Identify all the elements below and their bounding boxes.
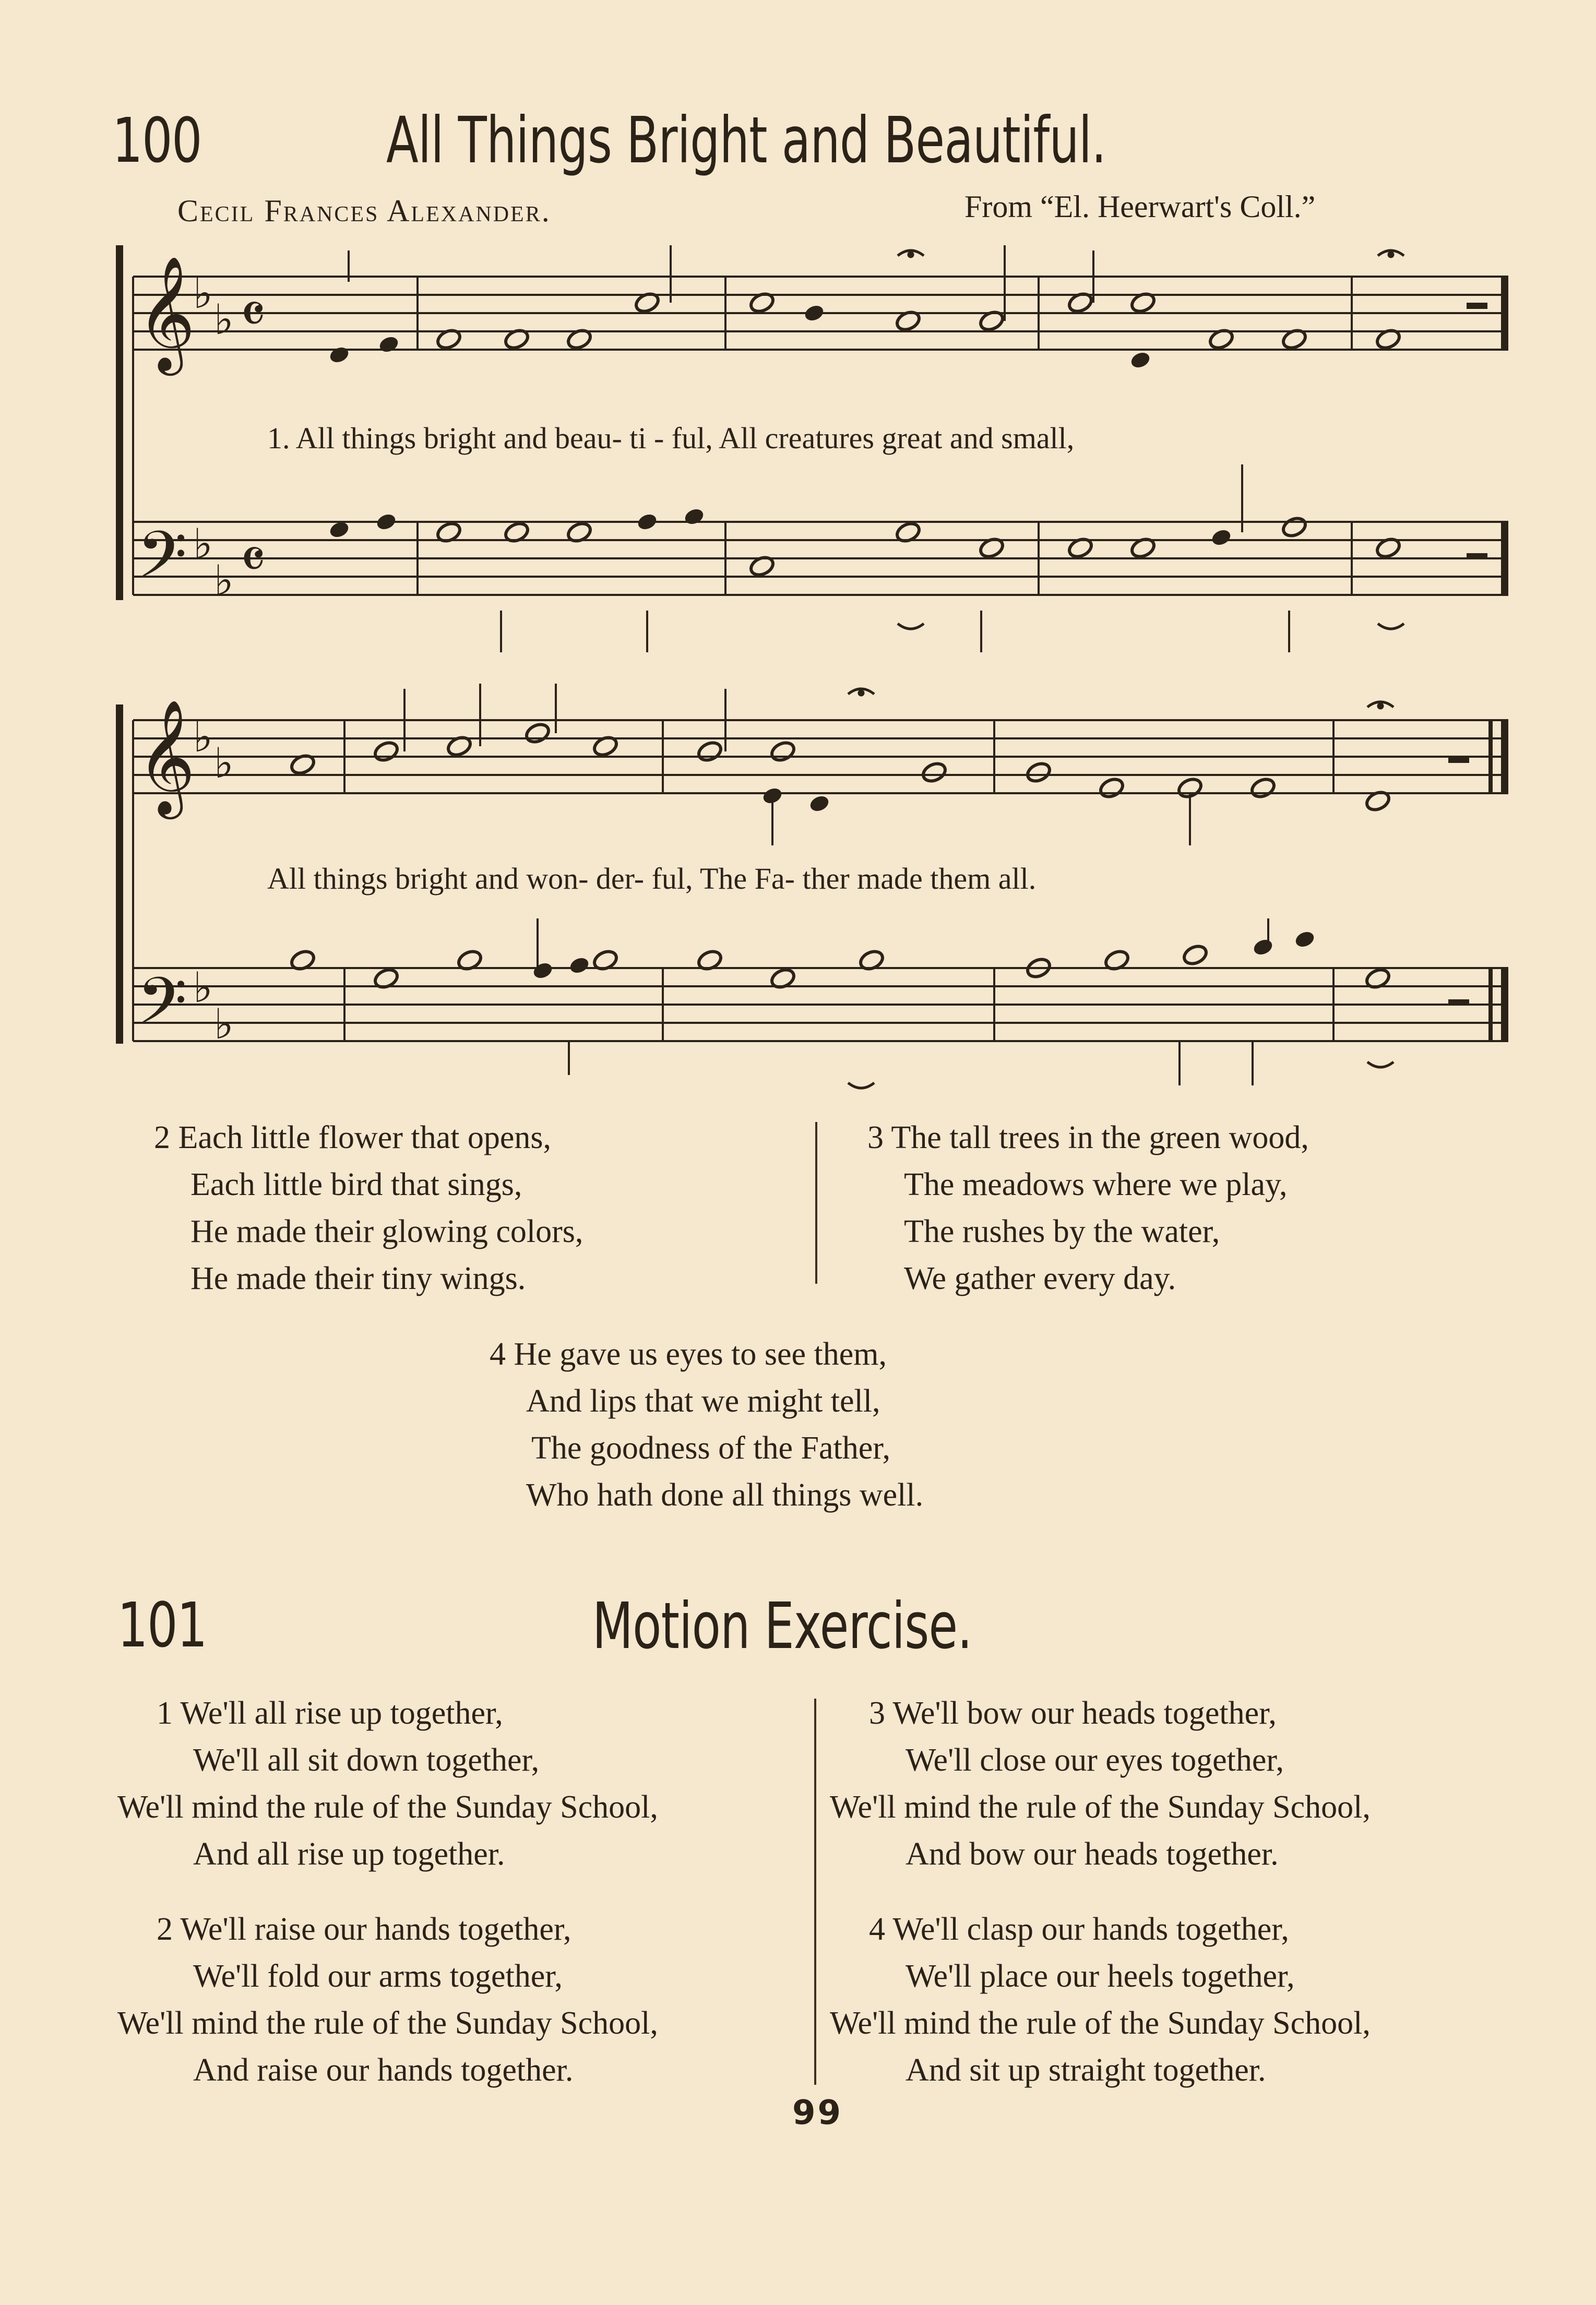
svg-text:𝄢: 𝄢 xyxy=(137,518,187,608)
motion-stanza-1 xyxy=(117,1690,658,1878)
stanza-line: 2 Each little flower that opens, xyxy=(154,1120,551,1155)
stanza-line: And bow our heads together. xyxy=(906,1836,1279,1872)
stanza-line: The meadows where we play, xyxy=(904,1167,1288,1202)
stanza-line: 2 We'll raise our hands together, xyxy=(157,1912,571,1947)
svg-text:𝄞: 𝄞 xyxy=(137,255,196,371)
hymn-source: From “El. Heerwart's Coll.” xyxy=(964,189,1316,224)
stanza-line: 3 The tall trees in the green wood, xyxy=(867,1120,1309,1155)
stanza-line: And sit up straight together. xyxy=(906,2052,1266,2088)
stanza-line: We'll fold our arms together, xyxy=(193,1958,563,1994)
hymn-number: 100 xyxy=(112,104,202,176)
svg-text:𝄴: 𝄴 xyxy=(240,526,266,593)
stanza-line: We'll all sit down together, xyxy=(193,1742,540,1778)
svg-text:♭: ♭ xyxy=(214,295,234,344)
stanza-line: We'll close our eyes together, xyxy=(906,1742,1284,1778)
motion-stanza-2 xyxy=(117,1906,658,2094)
stanza-4 xyxy=(490,1331,923,1519)
svg-text:♭: ♭ xyxy=(214,1000,234,1048)
stanza-line: 4 He gave us eyes to see them, xyxy=(490,1336,887,1372)
stanza-line: The goodness of the Father, xyxy=(531,1430,890,1466)
svg-text:♭: ♭ xyxy=(214,739,234,787)
svg-text:♭: ♭ xyxy=(214,556,234,605)
stanza-line: He made their glowing colors, xyxy=(190,1214,583,1249)
lyric-line-1: 1. All things bright and beau- ti - ful, All creatures great and small, xyxy=(267,421,1075,455)
stanza-line: 4 We'll clasp our hands together, xyxy=(869,1912,1289,1947)
stanza-line: Each little bird that sings, xyxy=(190,1167,522,1202)
stanza-divider xyxy=(814,1699,816,2085)
hymn-author: Cecil Frances Alexander. xyxy=(177,194,551,228)
stanza-line: 1 We'll all rise up together, xyxy=(157,1695,503,1731)
svg-text:♭: ♭ xyxy=(193,963,213,1012)
stanza-line: And lips that we might tell, xyxy=(526,1383,880,1419)
svg-text:𝄢: 𝄢 xyxy=(137,964,187,1055)
hymn-title: Motion Exercise. xyxy=(592,1589,972,1663)
stanza-line: He made their tiny wings. xyxy=(190,1261,526,1296)
stanza-line: The rushes by the water, xyxy=(904,1214,1220,1249)
svg-text:𝄴: 𝄴 xyxy=(240,281,266,348)
stanza-divider xyxy=(815,1122,817,1284)
stanza-line: We gather every day. xyxy=(904,1261,1176,1296)
hymn-number: 101 xyxy=(117,1589,207,1661)
stanza-line: 3 We'll bow our heads together, xyxy=(869,1695,1277,1731)
stanza-line: We'll place our heels together, xyxy=(906,1958,1295,1994)
motion-stanza-4 xyxy=(830,1906,1371,2094)
stanza-3 xyxy=(867,1114,1309,1302)
stanza-line: We'll mind the rule of the Sunday School, xyxy=(830,1789,1371,1825)
stanza-line: We'll mind the rule of the Sunday School, xyxy=(117,2005,658,2041)
stanza-line: Who hath done all things well. xyxy=(526,1477,924,1513)
stanza-line: We'll mind the rule of the Sunday School, xyxy=(830,2005,1371,2041)
motion-stanza-3 xyxy=(830,1690,1371,1878)
stanza-line: And raise our hands together. xyxy=(193,2052,574,2088)
page-number: 99 xyxy=(792,2094,843,2132)
svg-text:♭: ♭ xyxy=(193,269,213,318)
lyric-line-2: All things bright and won- der- ful, The Fa- ther made them all. xyxy=(267,862,1037,895)
svg-text:♭: ♭ xyxy=(193,520,213,568)
hymn-title: All Things Bright and Beautiful. xyxy=(386,103,1106,177)
stanza-line: We'll mind the rule of the Sunday School, xyxy=(117,1789,658,1825)
svg-text:𝄞: 𝄞 xyxy=(137,699,196,814)
stanza-2 xyxy=(154,1114,583,1302)
stanza-line: And all rise up together. xyxy=(193,1836,505,1872)
svg-text:♭: ♭ xyxy=(193,713,213,761)
